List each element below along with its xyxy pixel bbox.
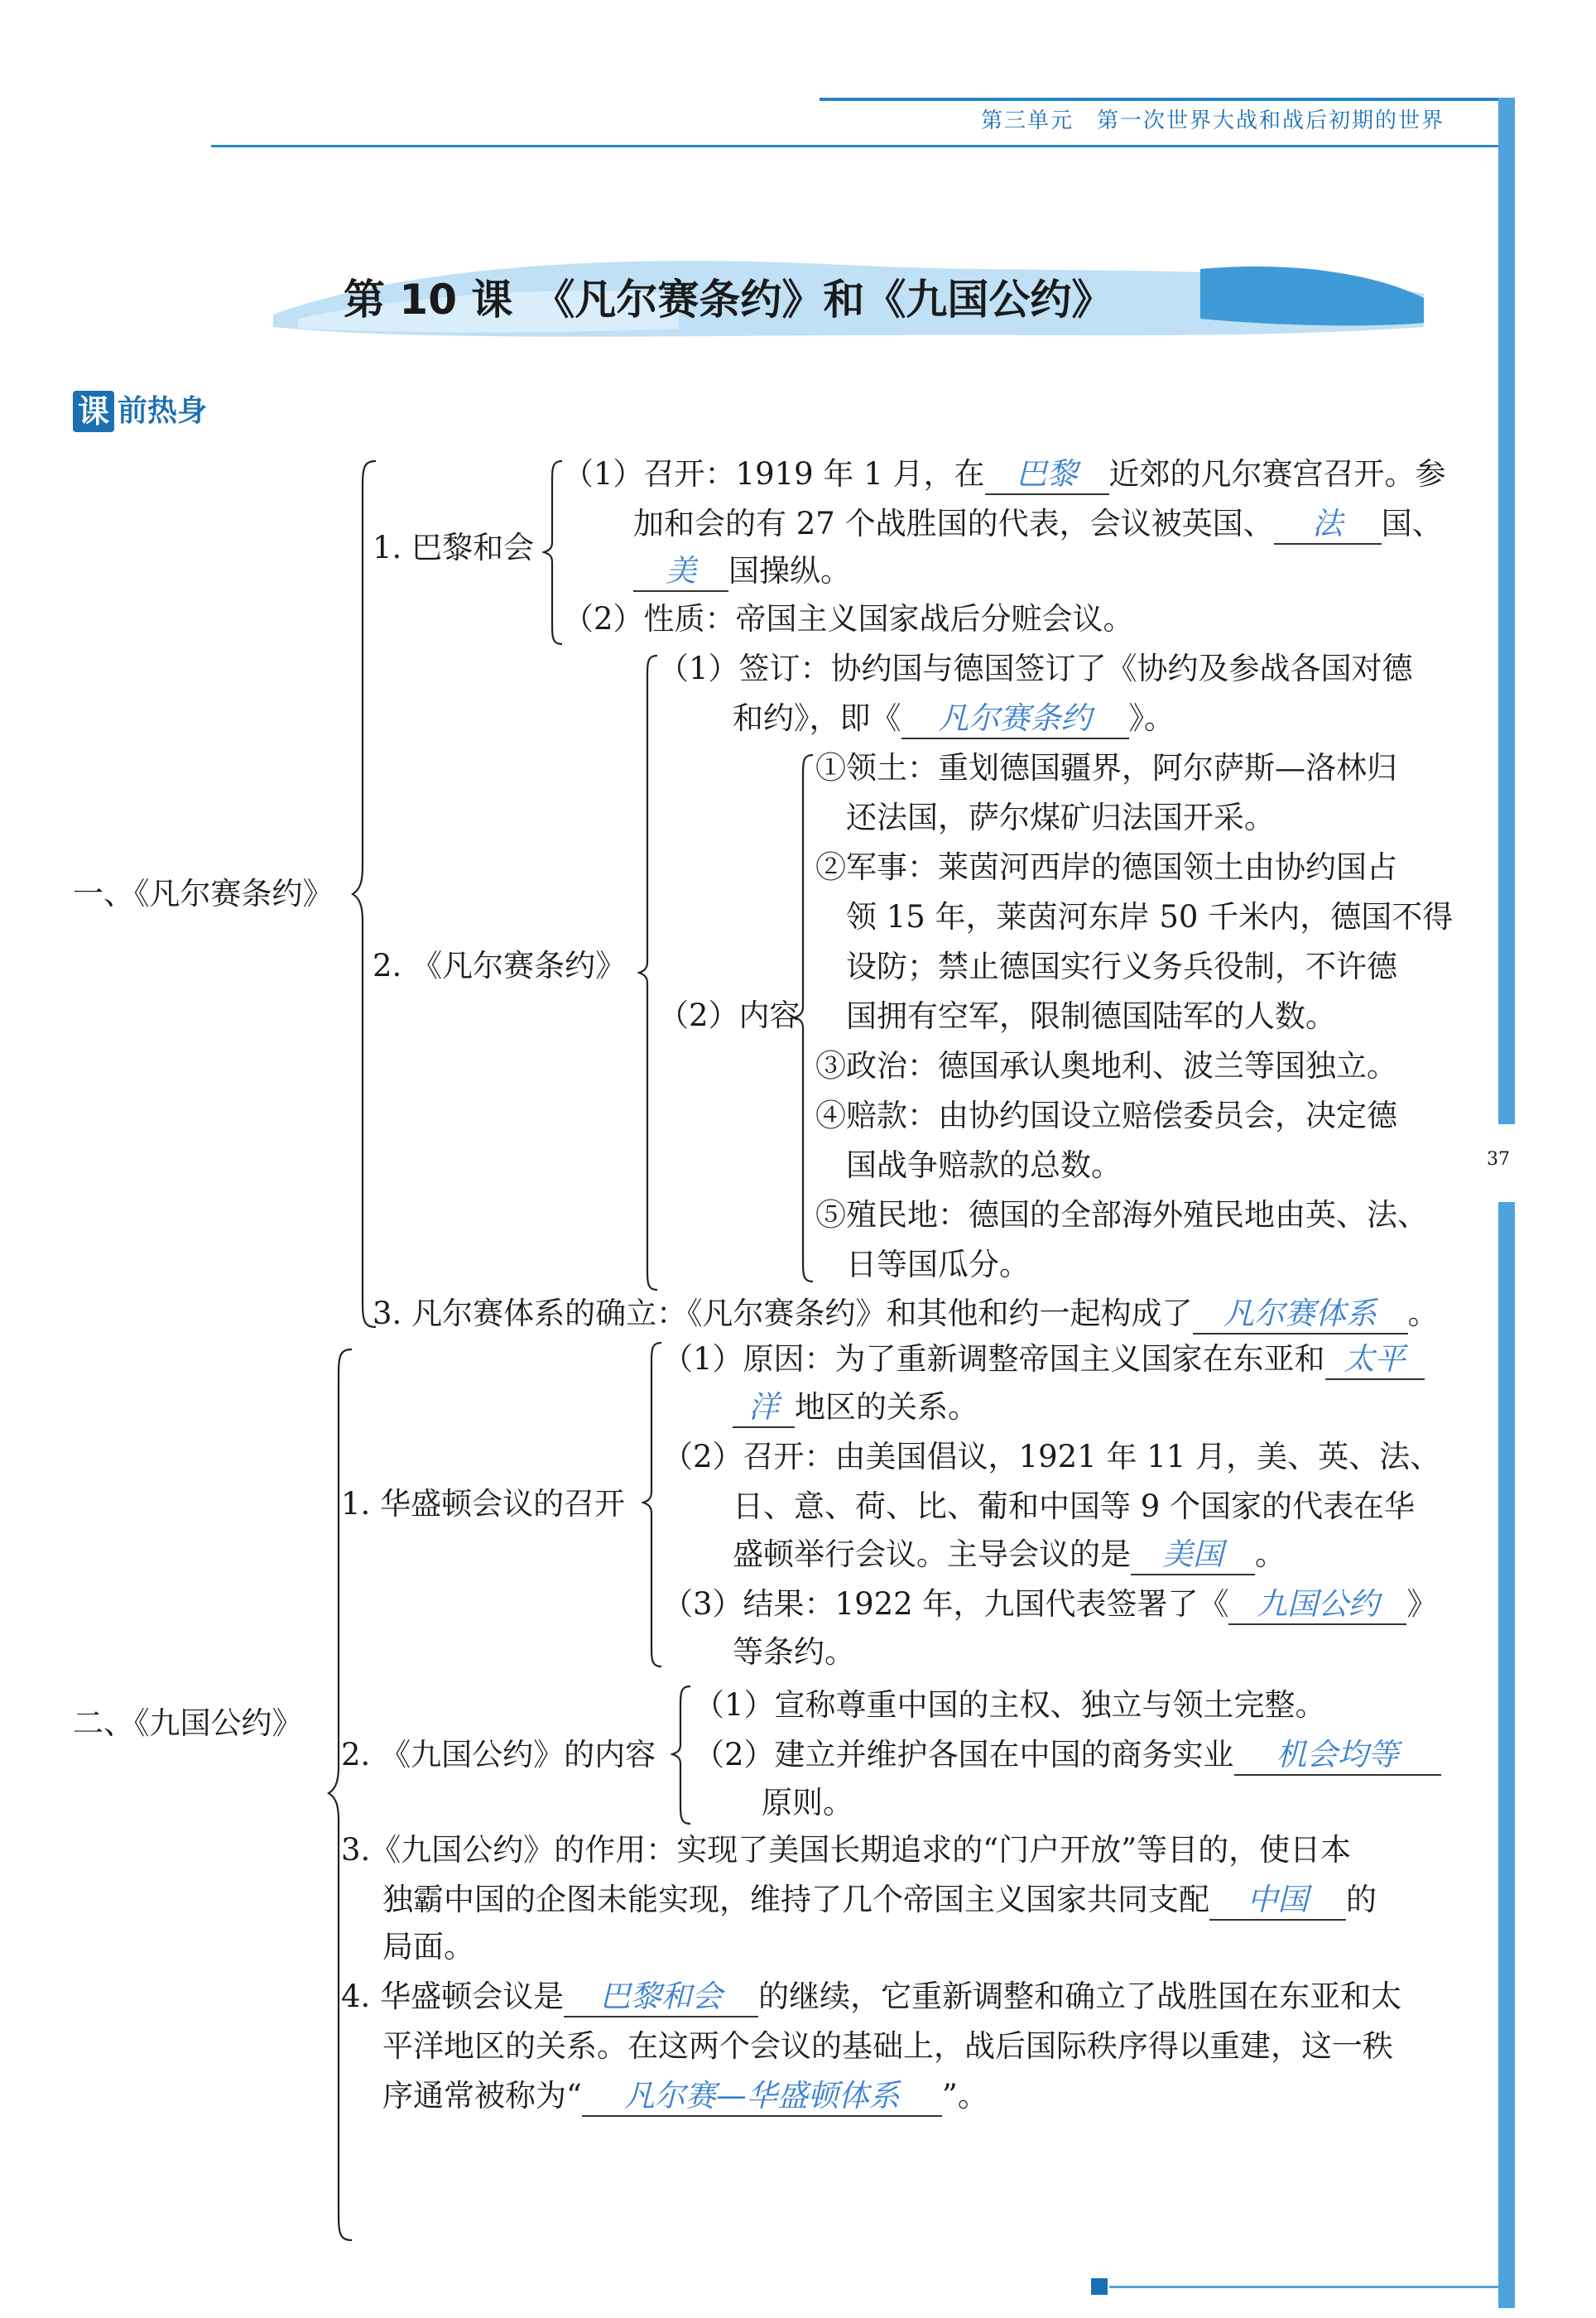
- p2-item1-s1-line1: [662, 1335, 1425, 1384]
- content-military-2: 领 15 年，莱茵河东岸 50 千米内，德国不得: [846, 899, 1454, 935]
- text: 。: [1407, 1296, 1439, 1331]
- text: 序通常被称为“: [382, 2078, 582, 2114]
- content-territory-1: ①领土：重划德国疆界，阿尔萨斯—洛林归: [815, 750, 1397, 786]
- p2-item1-s2-line3: [733, 1530, 1286, 1580]
- running-title: 第三单元 第一次世界大战和战后初期的世界: [981, 108, 1445, 133]
- text: （3）结果：1922 年，九国代表签署了《: [662, 1586, 1229, 1622]
- text: 地区的关系。: [795, 1389, 978, 1425]
- p1-item2-label: 2. 《凡尔赛条约》: [373, 948, 627, 983]
- text: （2）建立并维护各国在中国的商务实业: [694, 1737, 1234, 1772]
- text: 3. 凡尔赛体系的确立：《凡尔赛条约》和其他和约一起构成了: [373, 1296, 1193, 1331]
- content-reparations-1: ④赔款：由协约国设立赔偿委员会，决定德: [815, 1098, 1397, 1133]
- text: （1）原因：为了重新调整帝国主义国家在东亚和: [662, 1341, 1325, 1377]
- content-politics: ③政治：德国承认奥地利、波兰等国独立。: [815, 1048, 1397, 1084]
- answer-equal-opportunity: 机会均等: [1234, 1736, 1441, 1776]
- text: 。: [1255, 1537, 1286, 1572]
- p1-item3: [373, 1289, 1439, 1339]
- p1-item2-s1-line2: [733, 694, 1175, 743]
- text: 国操纵。: [728, 553, 851, 589]
- p2-item3-line2: [382, 1875, 1377, 1925]
- p2-item1-s2-line1: （2）召开：由美国倡议，1921 年 11 月，美、英、法、: [662, 1439, 1441, 1474]
- answer-versailles-system: 凡尔赛体系: [1193, 1295, 1408, 1335]
- right-margin-bar-bottom: [1498, 1202, 1515, 2308]
- text: （1）召开：1919 年 1 月，在: [563, 456, 985, 492]
- footer-line: [1109, 2286, 1507, 2288]
- p2-item2-s2-line1: [694, 1730, 1441, 1780]
- p1-item2-s2-label: （2）内容: [658, 998, 800, 1033]
- p2-item1-label: 1. 华盛顿会议的召开: [341, 1486, 626, 1522]
- p2-item4-line1: [341, 1972, 1401, 2022]
- p1-item2-s1-line1: （1）签订：协约国与德国签订了《协约及参战各国对德: [658, 651, 1413, 686]
- section-badge: [73, 391, 207, 432]
- header-top-line: [820, 98, 1507, 101]
- p2-item1-s3-line1: [662, 1580, 1437, 1629]
- p2-item4-line2: 平洋地区的关系。在这两个会议的基础上，战后国际秩序得以重建，这一秩: [382, 2028, 1393, 2064]
- content-colonies-1: ⑤殖民地：德国的全部海外殖民地由英、法、: [815, 1197, 1428, 1233]
- text: 》: [1406, 1586, 1438, 1622]
- answer-pacific-1: 太平: [1325, 1340, 1425, 1380]
- content-military-4: 国拥有空军，限制德国陆军的人数。: [846, 998, 1336, 1034]
- text: 盛顿举行会议。主导会议的是: [733, 1537, 1131, 1572]
- p2-item3-line3: 局面。: [382, 1929, 474, 1965]
- content-colonies-2: 日等国瓜分。: [846, 1247, 1030, 1282]
- header-rule: [211, 145, 1502, 147]
- answer-china: 中国: [1209, 1881, 1346, 1921]
- text: 的: [1346, 1882, 1377, 1917]
- answer-usa: 美: [633, 552, 728, 592]
- answer-pacific-2: 洋: [733, 1388, 795, 1428]
- p1-item1-s1-line2: [633, 499, 1443, 549]
- p2-item2-s1: （1）宣称尊重中国的主权、独立与领土完整。: [694, 1687, 1326, 1723]
- part2-label: 二、《九国公约》: [73, 1705, 303, 1741]
- brace-item2: [637, 654, 662, 1291]
- content-territory-2: 还法国，萨尔煤矿归法国开采。: [846, 800, 1275, 835]
- answer-versailles-treaty: 凡尔赛条约: [901, 700, 1129, 739]
- p1-item1-label: 1. 巴黎和会: [373, 530, 535, 565]
- page-number: 37: [1487, 1149, 1510, 1170]
- p2-item1-s2-line2: 日、意、荷、比、葡和中国等 9 个国家的代表在华: [733, 1488, 1416, 1524]
- p1-item1-s2: （2）性质：帝国主义国家战后分赃会议。: [563, 601, 1134, 637]
- section-badge-char: 课: [73, 391, 114, 432]
- section-badge-text: 前热身: [118, 394, 208, 428]
- p2-item1-s1-line2: [733, 1383, 978, 1432]
- content-military-3: 设防；禁止德国实行义务兵役制，不许德: [846, 949, 1397, 984]
- brace-part1: [351, 459, 384, 1329]
- answer-usa-lead: 美国: [1131, 1536, 1255, 1575]
- content-reparations-2: 国战争赔款的总数。: [846, 1147, 1122, 1183]
- text: 加和会的有 27 个战胜国的代表，会议被英国、: [633, 506, 1274, 541]
- brace-p2-item2: [671, 1685, 695, 1825]
- text: 国、: [1381, 506, 1443, 541]
- text: 4. 华盛顿会议是: [341, 1979, 565, 2014]
- p2-item4-line3: [382, 2071, 988, 2121]
- text: 独霸中国的企图未能实现，维持了几个帝国主义国家共同支配: [382, 1882, 1209, 1917]
- p1-item1-s1-line3: [633, 546, 851, 596]
- text: 和约》，即《: [733, 700, 901, 736]
- text: 》。: [1128, 700, 1175, 736]
- lesson-title: 第 10 课 《凡尔赛条约》和《九国公约》: [344, 276, 1113, 324]
- text: 近郊的凡尔赛宫召开。参: [1108, 456, 1446, 492]
- p2-item2-label: 2. 《九国公约》的内容: [341, 1737, 656, 1772]
- text: 的继续，它重新调整和确立了战胜国在东亚和太: [758, 1979, 1402, 2014]
- p2-item1-s3-line2: 等条约。: [733, 1634, 855, 1670]
- answer-france: 法: [1274, 505, 1382, 545]
- p2-item3-line1: 3.《九国公约》的作用：实现了美国长期追求的“门户开放”等目的，使日本: [341, 1832, 1352, 1868]
- p2-item2-s2-line2: 原则。: [762, 1785, 853, 1820]
- text: ”。: [941, 2078, 988, 2114]
- answer-versailles-washington: 凡尔赛—华盛顿体系: [582, 2077, 942, 2117]
- answer-paris-conference: 巴黎和会: [564, 1978, 758, 2017]
- footer-square: [1091, 2278, 1108, 2295]
- answer-bali: 巴黎: [985, 455, 1109, 495]
- p1-item1-s1-line1: [563, 450, 1446, 499]
- content-military-1: ②军事：莱茵河西岸的德国领土由协约国占: [815, 849, 1397, 885]
- answer-nine-power: 九国公约: [1228, 1585, 1406, 1625]
- right-margin-bar-top: [1498, 98, 1515, 1124]
- part1-label: 一、《凡尔赛条约》: [73, 876, 334, 911]
